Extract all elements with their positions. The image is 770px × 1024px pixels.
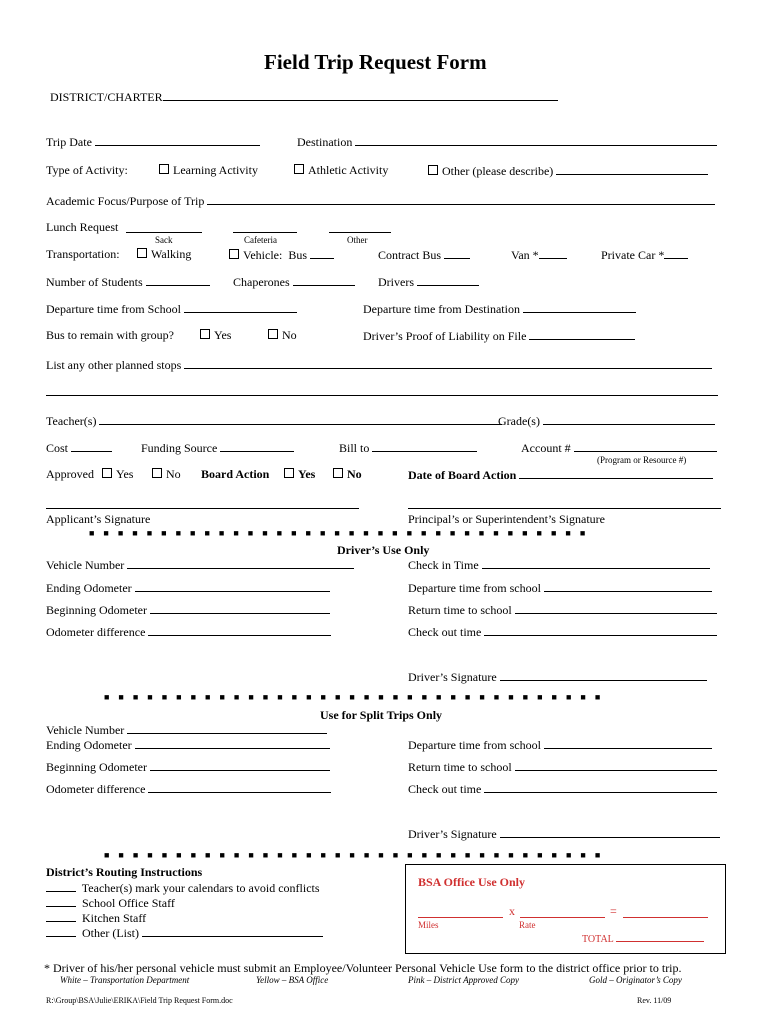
checkbox-icon[interactable] <box>294 164 304 174</box>
s-checkout-input[interactable] <box>484 781 717 793</box>
routing-item: School Office Staff <box>46 895 175 910</box>
routing-check-input[interactable] <box>46 880 76 892</box>
s-signature-input[interactable] <box>500 826 720 838</box>
s-return-input[interactable] <box>515 759 717 771</box>
funding-field: Funding Source <box>141 440 294 455</box>
stops-input[interactable] <box>184 357 712 369</box>
s-signature-field: Driver’s Signature <box>408 826 720 841</box>
rate-input[interactable] <box>520 906 605 918</box>
d-difference-field: Odometer difference <box>46 624 331 639</box>
walking-option[interactable]: Walking <box>137 247 191 261</box>
routing-check-input[interactable] <box>46 910 76 922</box>
account-note: (Program or Resource #) <box>597 455 687 465</box>
private-car-field: Private Car * <box>601 247 688 262</box>
s-difference-field: Odometer difference <box>46 781 331 796</box>
d-vehicle-field: Vehicle Number <box>46 557 354 572</box>
d-vehicle-input[interactable] <box>127 557 354 569</box>
board-no[interactable]: No <box>333 467 362 481</box>
account-input[interactable] <box>574 440 717 452</box>
s-departure-field: Departure time from school <box>408 737 712 752</box>
destination-input[interactable] <box>355 134 717 146</box>
s-ending-field: Ending Odometer <box>46 737 330 752</box>
d-beginning-field: Beginning Odometer <box>46 602 330 617</box>
copy-pink: Pink – District Approved Copy <box>408 975 519 985</box>
approved-no[interactable]: No <box>152 467 181 481</box>
divider-dots: ■ ■ ■ ■ ■ ■ ■ ■ ■ ■ ■ ■ ■ ■ ■ ■ ■ ■ ■ ■ ■ ■ ■ ■ ■ ■ ■ ■ ■ ■ ■ ■ ■ ■ ■ <box>104 850 601 860</box>
stops-field: List any other planned stops <box>46 357 712 372</box>
liability-field: Driver’s Proof of Liability on File <box>363 328 635 343</box>
account-field: Account # <box>521 440 717 455</box>
routing-other-input[interactable] <box>142 925 323 937</box>
departure-dest-field: Departure time from Destination <box>363 301 636 316</box>
s-beginning-input[interactable] <box>150 759 330 771</box>
divider-dots: ■ ■ ■ ■ ■ ■ ■ ■ ■ ■ ■ ■ ■ ■ ■ ■ ■ ■ ■ ■ ■ ■ ■ ■ ■ ■ ■ ■ ■ ■ ■ ■ ■ ■ ■ <box>89 528 586 538</box>
s-vehicle-field: Vehicle Number <box>46 722 327 737</box>
rate-label: Rate <box>519 920 536 930</box>
d-checkin-input[interactable] <box>482 557 710 569</box>
activity-label: Type of Activity: <box>46 163 128 177</box>
board-date-input[interactable] <box>519 467 713 479</box>
departure-school-input[interactable] <box>184 301 297 313</box>
district-field: DISTRICT/CHARTER <box>50 89 558 104</box>
board-action-label: Board Action <box>201 467 270 481</box>
checkbox-icon[interactable] <box>137 248 147 258</box>
s-vehicle-input[interactable] <box>127 722 327 734</box>
page-title: Field Trip Request Form <box>264 50 487 74</box>
total-input[interactable] <box>616 930 704 942</box>
checkbox-icon[interactable] <box>102 468 112 478</box>
lunch-other-input[interactable] <box>329 221 391 233</box>
d-signature-field: Driver’s Signature <box>408 669 707 684</box>
divider-dots: ■ ■ ■ ■ ■ ■ ■ ■ ■ ■ ■ ■ ■ ■ ■ ■ ■ ■ ■ ■ ■ ■ ■ ■ ■ ■ ■ ■ ■ ■ ■ ■ ■ ■ ■ <box>104 692 601 702</box>
copy-white: White – Transportation Department <box>60 975 190 985</box>
checkbox-icon[interactable] <box>152 468 162 478</box>
learning-option[interactable]: Learning Activity <box>159 163 258 177</box>
d-return-field: Return time to school <box>408 602 717 617</box>
trip-date-input[interactable] <box>95 134 260 146</box>
s-difference-input[interactable] <box>148 781 331 793</box>
lunch-cafeteria-label: Cafeteria <box>244 235 277 245</box>
other-option[interactable]: Other (please describe) <box>428 163 708 178</box>
routing-item: Teacher(s) mark your calendars to avoid conflicts <box>46 880 320 895</box>
d-checkout-field: Check out time <box>408 624 717 639</box>
other-describe-input[interactable] <box>556 163 708 175</box>
approved-yes[interactable]: Yes <box>102 467 133 481</box>
drivers-input[interactable] <box>417 274 479 286</box>
chaperones-input[interactable] <box>293 274 355 286</box>
checkbox-icon[interactable] <box>159 164 169 174</box>
d-difference-input[interactable] <box>148 624 331 636</box>
funding-input[interactable] <box>220 440 294 452</box>
grades-field: Grade(s) <box>498 413 715 428</box>
d-departure-field: Departure time from school <box>408 580 712 595</box>
departure-school-field: Departure time from School <box>46 301 297 316</box>
file-path: R:\Group\BSA\Julie\ERIKA\Field Trip Request Form.doc <box>46 996 233 1005</box>
lunch-other-label: Other <box>347 235 368 245</box>
copy-yellow: Yellow – BSA Office <box>256 975 329 985</box>
trip-date-field: Trip Date <box>46 134 260 149</box>
bsa-heading: BSA Office Use Only <box>418 875 525 889</box>
checkbox-icon[interactable] <box>284 468 294 478</box>
s-return-field: Return time to school <box>408 759 717 774</box>
vehicle-bus-option[interactable]: Vehicle: Bus <box>229 247 334 262</box>
d-departure-input[interactable] <box>544 580 712 592</box>
miles-input[interactable] <box>418 906 503 918</box>
s-beginning-field: Beginning Odometer <box>46 759 330 774</box>
academic-input[interactable] <box>207 193 715 205</box>
van-input[interactable] <box>539 247 567 259</box>
chaperones-field: Chaperones <box>233 274 355 289</box>
miles-label: Miles <box>418 920 439 930</box>
principal-sig-line[interactable] <box>408 508 721 509</box>
routing-heading: District’s Routing Instructions <box>46 865 203 879</box>
d-return-input[interactable] <box>515 602 717 614</box>
routing-item: Kitchen Staff <box>46 910 146 925</box>
applicant-sig-line[interactable] <box>46 508 359 509</box>
times-symbol: x <box>509 904 515 918</box>
bus-input[interactable] <box>310 247 334 259</box>
liability-input[interactable] <box>529 328 635 340</box>
s-departure-input[interactable] <box>544 737 712 749</box>
principal-sig-label: Principal’s or Superintendent’s Signature <box>408 512 605 526</box>
academic-field: Academic Focus/Purpose of Trip <box>46 193 715 208</box>
lunch-sack-input[interactable] <box>126 221 202 233</box>
d-beginning-input[interactable] <box>150 602 330 614</box>
bus-remain-no[interactable]: No <box>268 328 297 342</box>
d-ending-field: Ending Odometer <box>46 580 330 595</box>
d-checkout-input[interactable] <box>484 624 717 636</box>
applicant-sig-label: Applicant’s Signature <box>46 512 151 526</box>
routing-item: Other (List) <box>46 925 323 940</box>
teachers-input[interactable] <box>99 413 502 425</box>
students-field: Number of Students <box>46 274 210 289</box>
drivers-field: Drivers <box>378 274 479 289</box>
bill-input[interactable] <box>372 440 477 452</box>
checkbox-icon[interactable] <box>229 249 239 259</box>
copy-gold: Gold – Originator’s Copy <box>589 975 682 985</box>
lunch-cafeteria-input[interactable] <box>233 221 297 233</box>
athletic-option[interactable]: Athletic Activity <box>294 163 388 177</box>
checkbox-icon[interactable] <box>200 329 210 339</box>
d-checkin-field: Check in Time <box>408 557 710 572</box>
stops-input-line-2[interactable] <box>46 395 718 396</box>
s-ending-input[interactable] <box>135 737 330 749</box>
students-input[interactable] <box>146 274 210 286</box>
private-car-input[interactable] <box>664 247 688 259</box>
destination-field: Destination <box>297 134 717 149</box>
split-heading: Use for Split Trips Only <box>320 708 443 722</box>
van-field: Van * <box>511 247 567 262</box>
routing-check-input[interactable] <box>46 895 76 907</box>
s-checkout-field: Check out time <box>408 781 717 796</box>
checkbox-icon[interactable] <box>428 165 438 175</box>
transport-label: Transportation: <box>46 247 120 261</box>
teachers-field: Teacher(s) <box>46 413 502 428</box>
bus-remain-yes[interactable]: Yes <box>200 328 231 342</box>
district-input[interactable] <box>163 89 558 101</box>
footnote: * Driver of his/her personal vehicle must submit an Employee/Volunteer Personal Vehicle Use form to the district office prior to trip. <box>44 961 682 975</box>
contract-bus-input[interactable] <box>444 247 470 259</box>
grades-input[interactable] <box>543 413 715 425</box>
approved-label: Approved <box>46 467 94 481</box>
bus-remain-label: Bus to remain with group? <box>46 328 174 342</box>
total-field: TOTAL <box>582 930 704 947</box>
cost-input[interactable] <box>71 440 112 452</box>
board-date-field: Date of Board Action <box>408 467 713 482</box>
contract-bus-field: Contract Bus <box>378 247 470 262</box>
d-ending-input[interactable] <box>135 580 330 592</box>
routing-check-input[interactable] <box>46 925 76 937</box>
checkbox-icon[interactable] <box>333 468 343 478</box>
bill-field: Bill to <box>339 440 477 455</box>
lunch-label: Lunch Request <box>46 220 119 234</box>
equals-symbol: = <box>610 904 617 918</box>
board-yes[interactable]: Yes <box>284 467 315 481</box>
d-signature-input[interactable] <box>500 669 707 681</box>
total-value-input[interactable] <box>623 906 708 918</box>
checkbox-icon[interactable] <box>268 329 278 339</box>
drivers-use-heading: Driver’s Use Only <box>337 543 430 557</box>
cost-field: Cost <box>46 440 112 455</box>
revision: Rev. 11/09 <box>637 996 672 1005</box>
departure-dest-input[interactable] <box>523 301 636 313</box>
lunch-sack-label: Sack <box>155 235 173 245</box>
